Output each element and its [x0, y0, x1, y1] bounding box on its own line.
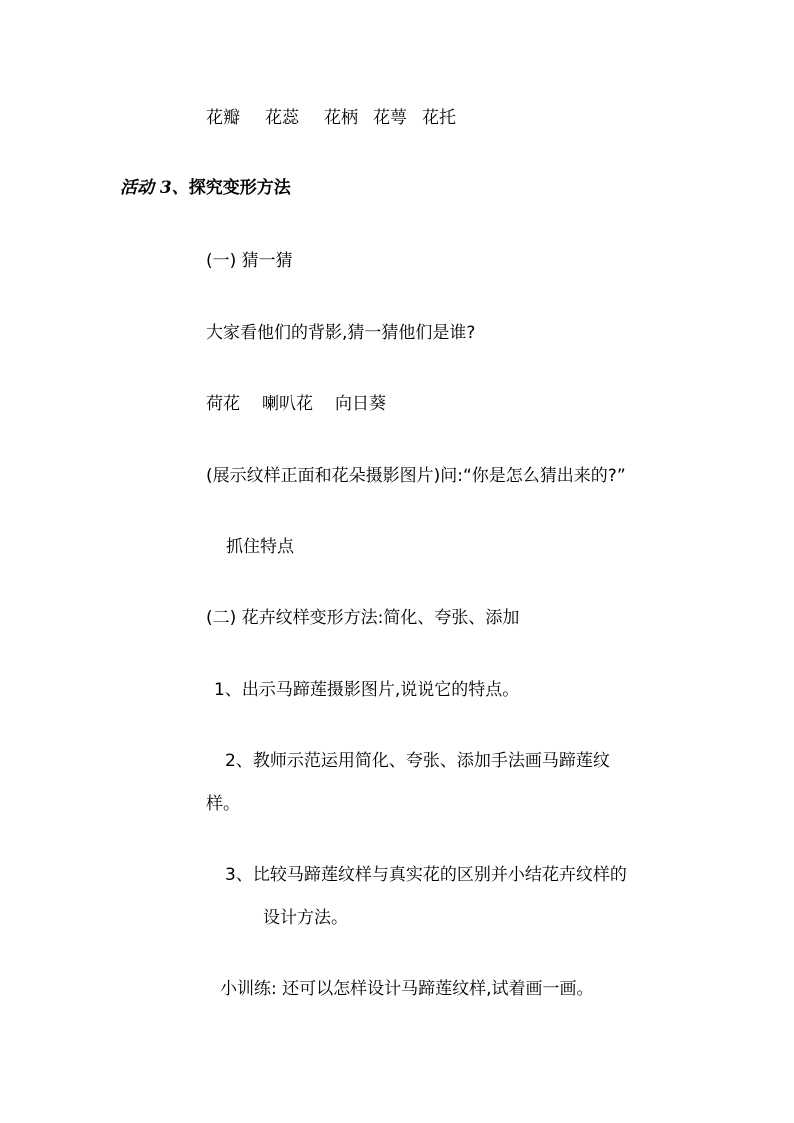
section-two-step-2-line-1: 2、教师示范运用简化、夸张、添加手法画马蹄莲纹: [225, 751, 610, 771]
activity-number: 活动 3、: [120, 178, 189, 198]
section-two-step-1: 1、出示马蹄莲摄影图片,说说它的特点。: [214, 680, 520, 700]
section-one-title: (一) 猜一猜: [206, 251, 293, 271]
section-two-step-3-line-2: 设计方法。: [263, 908, 348, 928]
flower-names-line: [206, 393, 386, 415]
practice-task: 小训练: 还可以怎样设计马蹄莲纹样,试着画一画。: [220, 979, 594, 999]
part-stalk: 花柄: [324, 108, 358, 128]
section-two-title: (二) 花卉纹样变形方法:简化、夸张、添加: [206, 608, 520, 628]
part-stamen: 花蕊: [265, 108, 299, 128]
flower-lotus: 荷花: [206, 394, 240, 414]
activity-title: 探究变形方法: [188, 178, 291, 198]
part-petal: 花瓣: [206, 108, 240, 128]
section-one-prompt: 大家看他们的背影,猜一猜他们是谁?: [206, 323, 476, 343]
section-two-step-2-line-2: 样。: [206, 794, 240, 814]
flower-sunflower: 向日葵: [335, 394, 386, 414]
section-two-step-3-line-1: 3、比较马蹄莲纹样与真实花的区别并小结花卉纹样的: [225, 865, 627, 885]
part-sepal: 花萼: [373, 108, 407, 128]
section-one-question: (展示纹样正面和花朵摄影图片)问:“你是怎么猜出来的?”: [206, 466, 626, 486]
flower-morning-glory: 喇叭花: [262, 394, 313, 414]
section-one-key-point: 抓住特点: [226, 537, 294, 557]
activity-heading: [120, 177, 291, 199]
flower-parts-line: [206, 107, 456, 129]
part-receptacle: 花托: [422, 108, 456, 128]
